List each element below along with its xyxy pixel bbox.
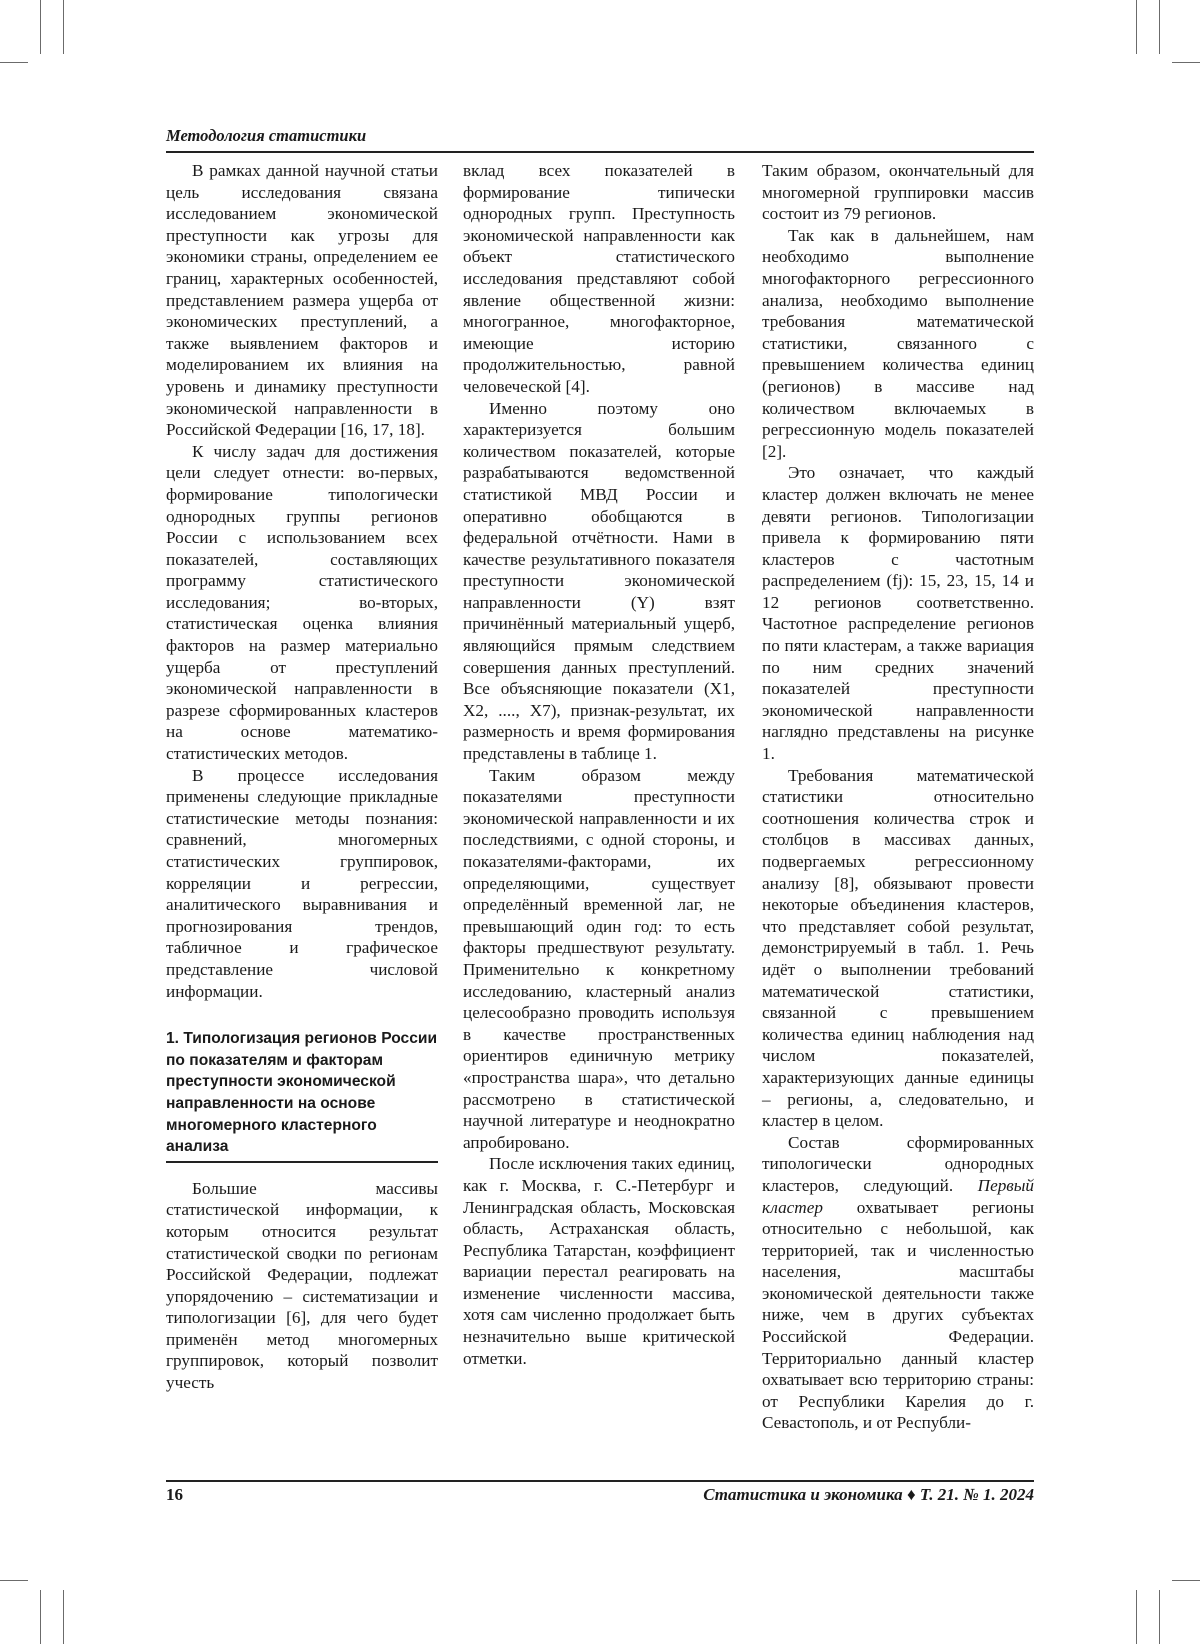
crop-mark [0, 1580, 28, 1581]
crop-mark [40, 1590, 41, 1644]
emphasis: Первый кластер [762, 1175, 1034, 1217]
crop-mark [1159, 0, 1160, 54]
paragraph: Именно поэтому оно характеризуется большим количеством показателей, которые разрабатываются ведомственной статистикой МВД России и оперативно обобщаются в федеральной отчётности. Нами в качестве результативного показателя преступности экономической направленности (Y) взят причинённый материальный ущерб, являющийся прямым следствием совершения данных преступлений. Все объясняющие показатели (X1, X2, ...., X7), признак-результат, их размерность и время формирования представлены в таблице 1. [463, 398, 735, 764]
paragraph: вклад всех показателей в формирование типически однородных групп. Преступность экономической направленности как объект статистического исследования представляют собой явление общественной жизни: многогранное, многофакторное, имеющие историю продолжительностью, равной человеческой [4]. [463, 161, 735, 396]
crop-mark [40, 0, 41, 54]
text-run: Состав сформированных типологически однородных кластеров, следующий. [762, 1132, 1034, 1195]
paragraph: Это означает, что каждый кластер должен включать не менее девяти регионов. Типологизации привела к формированию пяти кластеров с частотным распределением (fj): 15, 23, 15, 14 и 12 регионов соответственно. Частотное распределение регионов по пяти кластерам, а также вариация по ним средних значений показателей преступности экономической направленности наглядно представлены на рисунке 1. [762, 463, 1034, 764]
crop-mark [1172, 62, 1200, 63]
paragraph: Таким образом между показателями преступности экономической направленности и их последствиями, с одной стороны, и показателями-факторами, их определяющими, существует определённый временной лаг, не превышающий один год: то есть факторы предшествуют результату. Применительно к конкретному исследованию, кластерный анализ целесообразно проводить используя в качестве пространственных ориентиров единичную метрику «пространства шара», что детально рассмотрено в статистической научной литературе и неоднократно апробировано. [463, 765, 735, 1152]
crop-mark [1136, 0, 1137, 54]
column-2 [463, 160, 735, 1369]
paragraph: После исключения таких единиц, как г. Москва, г. С.-Петербург и Ленинградская область, Московская область, Астраханская область, Республика Татарстан, коэффициент вариации перестал реагировать на изменение численности массива, хотя сам численно продолжает быть незначительно выше критической отметки. [463, 1154, 735, 1368]
text-run: охватывает регионы относительно с небольшой, как территорией, так и численностью населения, масштабы экономической деятельности также ниже, чем в других субъектах Российской Федерации. Территориально данный кластер охватывает всю территорию страны: от Республики Карелия до г. Севастополь, и от Республи- [762, 1197, 1034, 1433]
paragraph: В рамках данной научной статьи цель исследования связана исследованием экономической преступности как угрозы для экономики страны, определением ее границ, характерных особенностей, представлением размера ущерба от экономических преступлений, а также выявлением факторов и моделированием их влияния на уровень и динамику преступности экономической направленности в Российской Федерации [16, 17, 18]. [166, 161, 438, 440]
column-1 [166, 160, 438, 1394]
diamond-icon: ♦ [906, 1485, 916, 1504]
crop-mark [63, 1590, 64, 1644]
paragraph: Большие массивы статистической информации, к которым относится результат статистической сводки по регионам Российской Федерации, подлежат упорядочению – систематизации и типологизации [6], для чего будет применён метод многомерных группировок, который позволит учесть [166, 1178, 438, 1393]
crop-mark [63, 0, 64, 54]
running-title: Методология статистики [166, 126, 367, 145]
paragraph: В процессе исследования применены следующие прикладные статистические методы познания: сравнений, многомерных статистических группировок, корреляции и регрессии, аналитического выравнивания и прогнозирования трендов, табличное и графическое представление числовой информации. [166, 765, 438, 1001]
crop-mark [1136, 1590, 1137, 1644]
issue-info: Т. 21. № 1. 2024 [919, 1485, 1034, 1504]
crop-mark [1159, 1590, 1160, 1644]
paragraph [762, 1132, 1034, 1434]
column-3 [762, 160, 1034, 1434]
journal-name: Статистика и экономика [703, 1485, 903, 1504]
crop-mark [1172, 1580, 1200, 1581]
paragraph: Так как в дальнейшем, нам необходимо выполнение многофакторного регрессионного анализа, необходимо выполнение требования математической статистики, связанного с превышением количества единиц (регионов) в массиве над количеством включаемых в регрессионную модель показателей [2]. [762, 225, 1034, 461]
page-number: 16 [166, 1485, 183, 1504]
paragraph: К числу задач для достижения цели следует отнести: во-первых, формирование типологически однородных группы регионов России с использованием всех показателей, составляющих программу статистического исследования; во-вторых, статистическая оценка влияния факторов на размер материально ущерба от преступлений экономической направленности в разрезе сформированных кластеров на основе математико-статистических методов. [166, 441, 438, 764]
section-rule [166, 1161, 438, 1163]
journal-citation [703, 1485, 1034, 1505]
section-title: 1. Типологизация регионов России по показателям и факторам преступности экономической направленности на основе многомерного кластерного анализа [166, 1030, 438, 1156]
footer-rule [166, 1480, 1034, 1482]
crop-mark [0, 62, 28, 63]
paragraph: Требования математической статистики относительно соотношения количества строк и столбцов в массивах данных, подвергаемых регрессионному анализу [8], обязывают провести некоторые объединения кластеров, что представляет собой результат, демонстрируемый в табл. 1. Речь идёт о выполнении требований математической статистики, связанной с превышением количества единиц наблюдения над числом показателей, характеризующих данные единицы – регионы, а, следовательно, и кластер в целом. [762, 765, 1034, 1131]
paragraph: Таким образом, окончательный для многомерной группировки массив состоит из 79 регионов. [762, 161, 1034, 224]
header-rule [166, 151, 1034, 153]
